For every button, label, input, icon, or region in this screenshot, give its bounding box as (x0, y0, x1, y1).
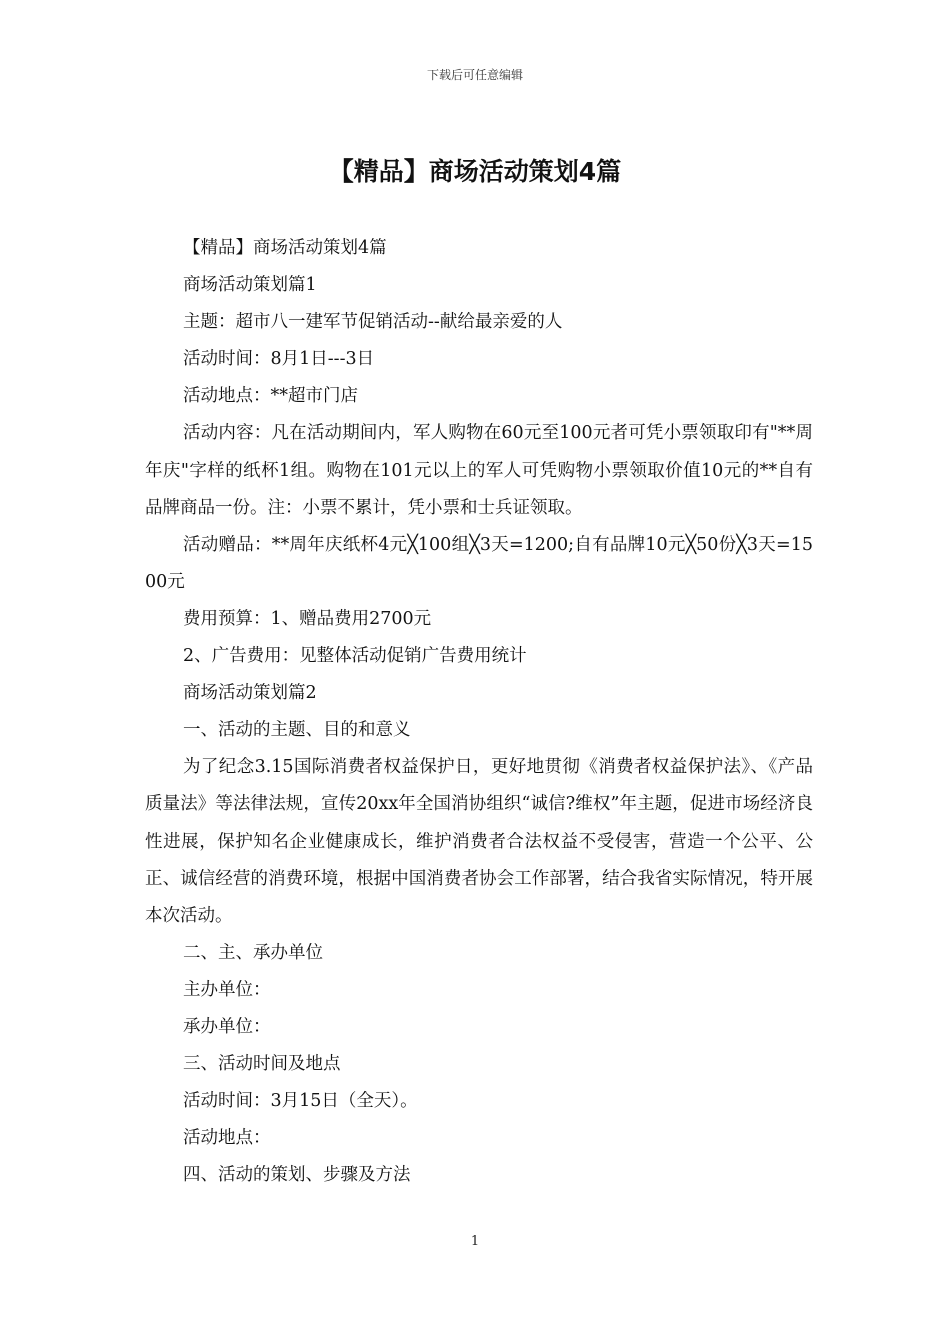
paragraph: 为了纪念3.15国际消费者权益保护日，更好地贯彻《消费者权益保护法》、《产品质量法》等法律法规，宣传20xx年全国消协组织“诚信?维权”年主题，促进市场经济良性进展，保护知名企业健康成长，维护消费者合法权益不受侵害，营造一个公平、公正、诚信经营的消费环境，根据中国消费者协会工作部署，结合我省实际情况，特开展本次活动。 (145, 757, 813, 926)
paragraph: 商场活动策划篇1 (183, 275, 317, 296)
paragraph: 三、活动时间及地点 (183, 1054, 341, 1075)
paragraph: 活动地点：**超市门店 (183, 386, 358, 407)
paragraph: 活动赠品：**周年庆纸杯4元╳100组╳3天=1200;自有品牌10元╳50份╳3天=1500元 (145, 534, 813, 592)
paragraph: 【精品】商场活动策划4篇 (183, 238, 387, 258)
page-number: 1 (470, 1234, 480, 1249)
header-note: 下载后可任意编辑 (426, 68, 523, 82)
paragraph: 2、广告费用：见整体活动促销广告费用统计 (183, 646, 527, 667)
paragraph: 主题：超市八一建军节促销活动--献给最亲爱的人 (183, 312, 563, 333)
paragraph: 商场活动策划篇2 (183, 683, 317, 704)
paragraph: 承办单位： (183, 1016, 271, 1037)
paragraph: 活动时间：3月15日（全天）。 (183, 1091, 418, 1112)
paragraph: 主办单位： (183, 979, 271, 1000)
paragraph: 四、活动的策划、步骤及方法 (183, 1165, 411, 1186)
document-body (145, 230, 813, 1194)
document-title: 【精品】商场活动策划4篇 (328, 157, 622, 186)
paragraph: 活动地点： (183, 1128, 271, 1149)
paragraph: 活动时间：8月1日---3日 (183, 349, 375, 370)
paragraph: 费用预算：1、赠品费用2700元 (183, 608, 432, 629)
paragraph: 活动内容：凡在活动期间内，军人购物在60元至100元者可凭小票领取印有"**周年庆"字样的纸杯1组。购物在101元以上的军人可凭购物小票领取价值10元的**自有品牌商品一份。注：小票不累计，凭小票和士兵证领取。 (145, 423, 813, 518)
paragraph: 二、主、承办单位 (183, 942, 323, 963)
paragraph: 一、活动的主题、目的和意义 (183, 720, 411, 741)
